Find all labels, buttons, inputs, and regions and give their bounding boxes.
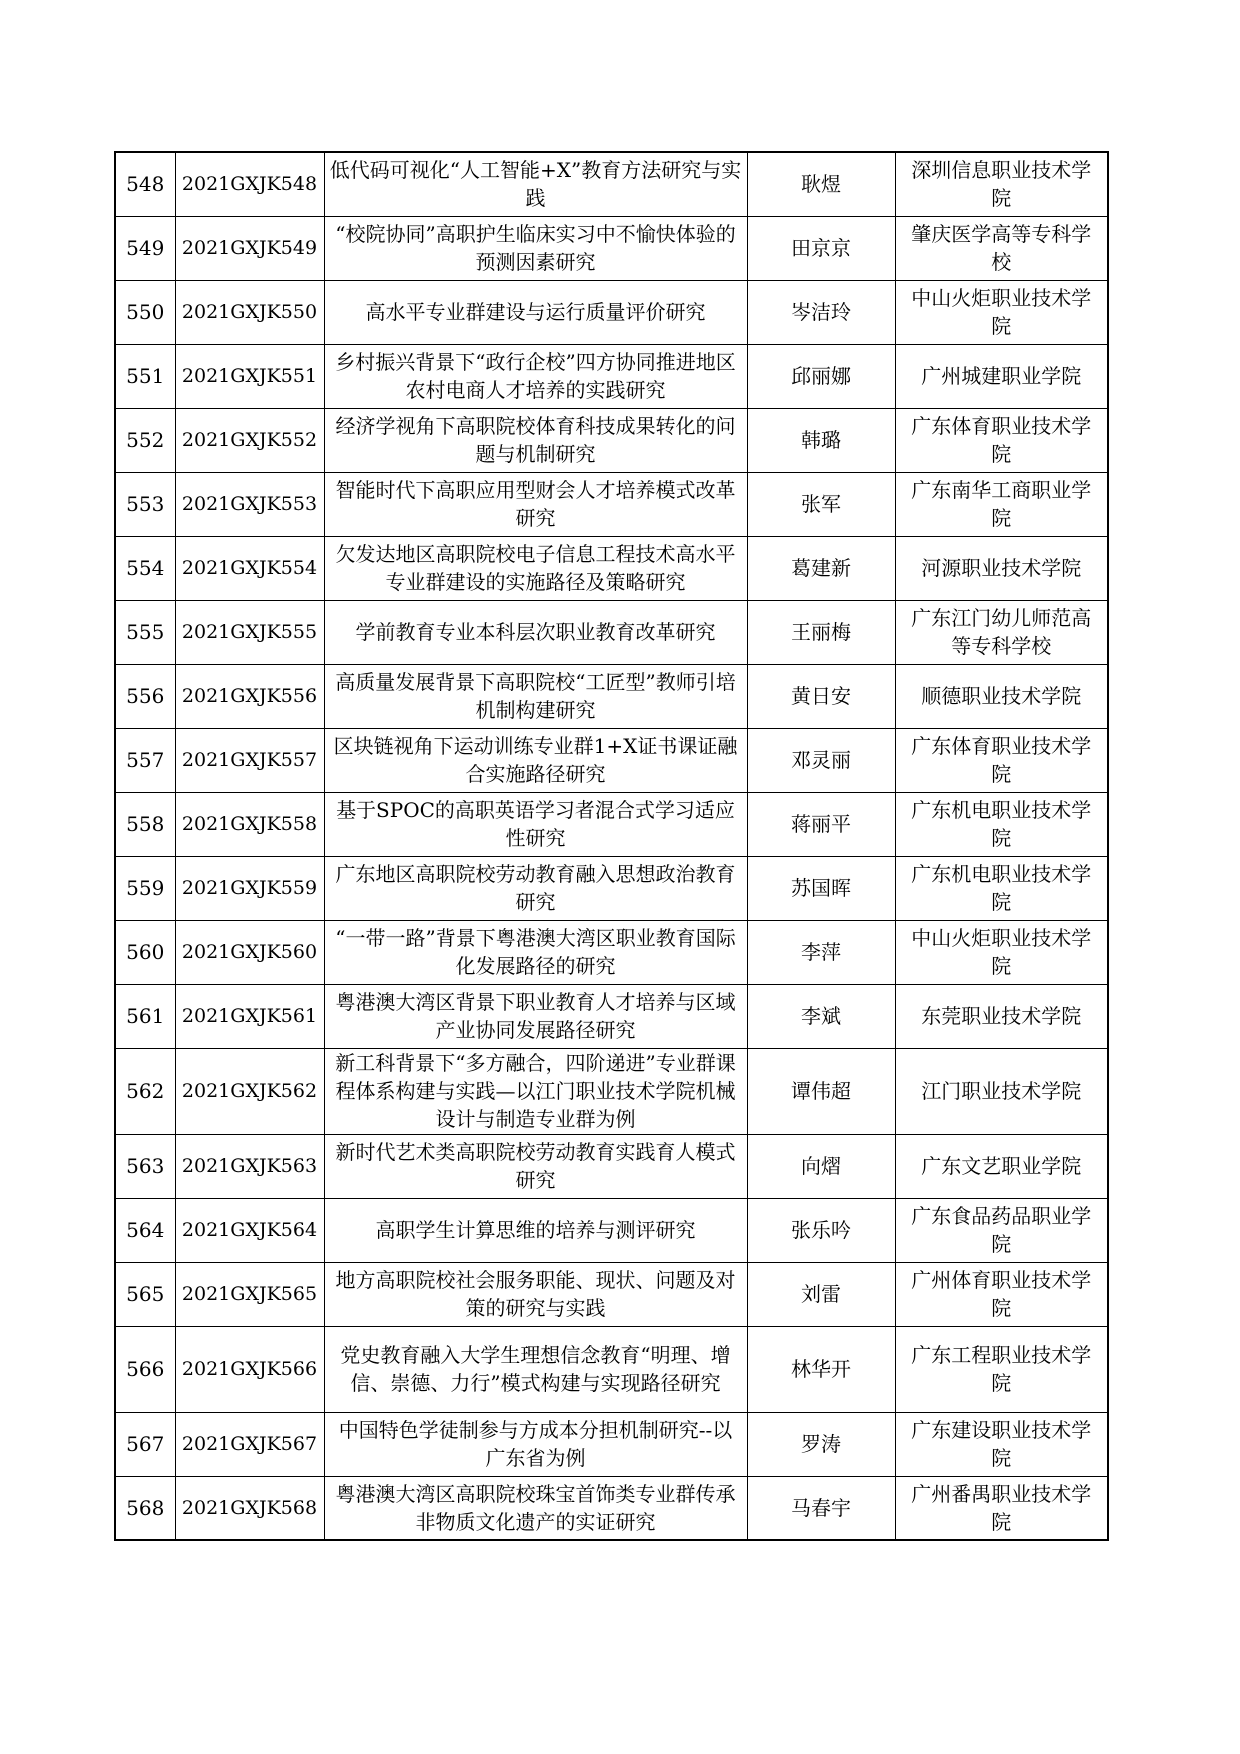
row-number-cell: 558 <box>115 792 175 856</box>
project-leader-cell: 王丽梅 <box>747 600 895 664</box>
row-number-cell: 561 <box>115 984 175 1048</box>
institution-cell: 广州体育职业技术学院 <box>895 1262 1108 1326</box>
project-leader-cell: 葛建新 <box>747 536 895 600</box>
project-code-cell: 2021GXJK565 <box>175 1262 324 1326</box>
project-title-cell: “一带一路”背景下粤港澳大湾区职业教育国际化发展路径的研究 <box>324 920 747 984</box>
project-code-cell: 2021GXJK556 <box>175 664 324 728</box>
project-code-cell: 2021GXJK548 <box>175 152 324 216</box>
row-number-cell: 550 <box>115 280 175 344</box>
project-title-cell: 智能时代下高职应用型财会人才培养模式改革研究 <box>324 472 747 536</box>
row-number-cell: 553 <box>115 472 175 536</box>
project-title-cell: 基于SPOC的高职英语学习者混合式学习适应性研究 <box>324 792 747 856</box>
project-code-cell: 2021GXJK554 <box>175 536 324 600</box>
project-leader-cell: 邓灵丽 <box>747 728 895 792</box>
project-title-cell: 区块链视角下运动训练专业群1+X证书课证融合实施路径研究 <box>324 728 747 792</box>
table-row <box>115 600 1108 664</box>
project-title-cell: 地方高职院校社会服务职能、现状、问题及对策的研究与实践 <box>324 1262 747 1326</box>
table-row <box>115 1198 1108 1262</box>
row-number-cell: 551 <box>115 344 175 408</box>
project-title-cell: 党史教育融入大学生理想信念教育“明理、增信、崇德、力行”模式构建与实现路径研究 <box>324 1326 747 1412</box>
table-row <box>115 472 1108 536</box>
table-row <box>115 536 1108 600</box>
institution-cell: 广东文艺职业学院 <box>895 1134 1108 1198</box>
project-title-cell: 学前教育专业本科层次职业教育改革研究 <box>324 600 747 664</box>
project-leader-cell: 耿煜 <box>747 152 895 216</box>
row-number-cell: 554 <box>115 536 175 600</box>
project-table <box>114 151 1109 1541</box>
table-row <box>115 1134 1108 1198</box>
project-leader-cell: 谭伟超 <box>747 1048 895 1134</box>
project-leader-cell: 刘雷 <box>747 1262 895 1326</box>
institution-cell: 广东机电职业技术学院 <box>895 792 1108 856</box>
table-row <box>115 1048 1108 1134</box>
institution-cell: 广东体育职业技术学院 <box>895 728 1108 792</box>
institution-cell: 广东工程职业技术学院 <box>895 1326 1108 1412</box>
project-code-cell: 2021GXJK552 <box>175 408 324 472</box>
project-title-cell: 高职学生计算思维的培养与测评研究 <box>324 1198 747 1262</box>
project-title-cell: 新时代艺术类高职院校劳动教育实践育人模式研究 <box>324 1134 747 1198</box>
row-number-cell: 559 <box>115 856 175 920</box>
project-leader-cell: 李斌 <box>747 984 895 1048</box>
institution-cell: 广东南华工商职业学院 <box>895 472 1108 536</box>
project-code-cell: 2021GXJK563 <box>175 1134 324 1198</box>
project-code-cell: 2021GXJK550 <box>175 280 324 344</box>
institution-cell: 肇庆医学高等专科学校 <box>895 216 1108 280</box>
table-row <box>115 408 1108 472</box>
table-row <box>115 216 1108 280</box>
institution-cell: 广东食品药品职业学院 <box>895 1198 1108 1262</box>
project-title-cell: 新工科背景下“多方融合，四阶递进”专业群课程体系构建与实践—以江门职业技术学院机械设计与制造专业群为例 <box>324 1048 747 1134</box>
row-number-cell: 560 <box>115 920 175 984</box>
institution-cell: 中山火炬职业技术学院 <box>895 920 1108 984</box>
project-code-cell: 2021GXJK560 <box>175 920 324 984</box>
project-code-cell: 2021GXJK566 <box>175 1326 324 1412</box>
project-code-cell: 2021GXJK557 <box>175 728 324 792</box>
row-number-cell: 566 <box>115 1326 175 1412</box>
institution-cell: 广东建设职业技术学院 <box>895 1412 1108 1476</box>
row-number-cell: 557 <box>115 728 175 792</box>
project-code-cell: 2021GXJK562 <box>175 1048 324 1134</box>
table-row <box>115 664 1108 728</box>
table-row <box>115 920 1108 984</box>
table-row <box>115 1262 1108 1326</box>
table-row <box>115 152 1108 216</box>
row-number-cell: 563 <box>115 1134 175 1198</box>
project-leader-cell: 蒋丽平 <box>747 792 895 856</box>
project-leader-cell: 田京京 <box>747 216 895 280</box>
institution-cell: 顺德职业技术学院 <box>895 664 1108 728</box>
table-row <box>115 344 1108 408</box>
row-number-cell: 562 <box>115 1048 175 1134</box>
institution-cell: 深圳信息职业技术学院 <box>895 152 1108 216</box>
project-leader-cell: 韩璐 <box>747 408 895 472</box>
project-leader-cell: 向熠 <box>747 1134 895 1198</box>
project-title-cell: 广东地区高职院校劳动教育融入思想政治教育研究 <box>324 856 747 920</box>
project-code-cell: 2021GXJK561 <box>175 984 324 1048</box>
project-leader-cell: 李萍 <box>747 920 895 984</box>
project-code-cell: 2021GXJK555 <box>175 600 324 664</box>
project-leader-cell: 马春宇 <box>747 1476 895 1540</box>
project-code-cell: 2021GXJK559 <box>175 856 324 920</box>
institution-cell: 广州城建职业学院 <box>895 344 1108 408</box>
row-number-cell: 555 <box>115 600 175 664</box>
project-title-cell: 粤港澳大湾区背景下职业教育人才培养与区域产业协同发展路径研究 <box>324 984 747 1048</box>
project-leader-cell: 林华开 <box>747 1326 895 1412</box>
institution-cell: 江门职业技术学院 <box>895 1048 1108 1134</box>
project-title-cell: “校院协同”高职护生临床实习中不愉快体验的预测因素研究 <box>324 216 747 280</box>
project-code-cell: 2021GXJK553 <box>175 472 324 536</box>
project-title-cell: 经济学视角下高职院校体育科技成果转化的问题与机制研究 <box>324 408 747 472</box>
table-row <box>115 856 1108 920</box>
institution-cell: 广东体育职业技术学院 <box>895 408 1108 472</box>
project-leader-cell: 张乐吟 <box>747 1198 895 1262</box>
table-row <box>115 280 1108 344</box>
project-leader-cell: 岑洁玲 <box>747 280 895 344</box>
table-row <box>115 984 1108 1048</box>
row-number-cell: 565 <box>115 1262 175 1326</box>
table-row <box>115 728 1108 792</box>
project-title-cell: 欠发达地区高职院校电子信息工程技术高水平专业群建设的实施路径及策略研究 <box>324 536 747 600</box>
row-number-cell: 564 <box>115 1198 175 1262</box>
project-code-cell: 2021GXJK567 <box>175 1412 324 1476</box>
project-title-cell: 高质量发展背景下高职院校“工匠型”教师引培机制构建研究 <box>324 664 747 728</box>
institution-cell: 广州番禺职业技术学院 <box>895 1476 1108 1540</box>
institution-cell: 广东江门幼儿师范高等专科学校 <box>895 600 1108 664</box>
project-code-cell: 2021GXJK558 <box>175 792 324 856</box>
project-title-cell: 低代码可视化“人工智能+X”教育方法研究与实践 <box>324 152 747 216</box>
institution-cell: 中山火炬职业技术学院 <box>895 280 1108 344</box>
table-row <box>115 1412 1108 1476</box>
row-number-cell: 556 <box>115 664 175 728</box>
row-number-cell: 567 <box>115 1412 175 1476</box>
row-number-cell: 568 <box>115 1476 175 1540</box>
project-title-cell: 乡村振兴背景下“政行企校”四方协同推进地区农村电商人才培养的实践研究 <box>324 344 747 408</box>
project-title-cell: 高水平专业群建设与运行质量评价研究 <box>324 280 747 344</box>
project-leader-cell: 罗涛 <box>747 1412 895 1476</box>
project-code-cell: 2021GXJK551 <box>175 344 324 408</box>
institution-cell: 东莞职业技术学院 <box>895 984 1108 1048</box>
table-row <box>115 1476 1108 1540</box>
row-number-cell: 548 <box>115 152 175 216</box>
project-title-cell: 粤港澳大湾区高职院校珠宝首饰类专业群传承非物质文化遗产的实证研究 <box>324 1476 747 1540</box>
table-body <box>115 152 1108 1540</box>
project-title-cell: 中国特色学徒制参与方成本分担机制研究--以广东省为例 <box>324 1412 747 1476</box>
row-number-cell: 552 <box>115 408 175 472</box>
project-code-cell: 2021GXJK549 <box>175 216 324 280</box>
project-code-cell: 2021GXJK564 <box>175 1198 324 1262</box>
institution-cell: 河源职业技术学院 <box>895 536 1108 600</box>
row-number-cell: 549 <box>115 216 175 280</box>
project-leader-cell: 黄日安 <box>747 664 895 728</box>
table-row <box>115 1326 1108 1412</box>
table-row <box>115 792 1108 856</box>
project-code-cell: 2021GXJK568 <box>175 1476 324 1540</box>
institution-cell: 广东机电职业技术学院 <box>895 856 1108 920</box>
project-leader-cell: 张军 <box>747 472 895 536</box>
project-leader-cell: 苏国晖 <box>747 856 895 920</box>
project-leader-cell: 邱丽娜 <box>747 344 895 408</box>
